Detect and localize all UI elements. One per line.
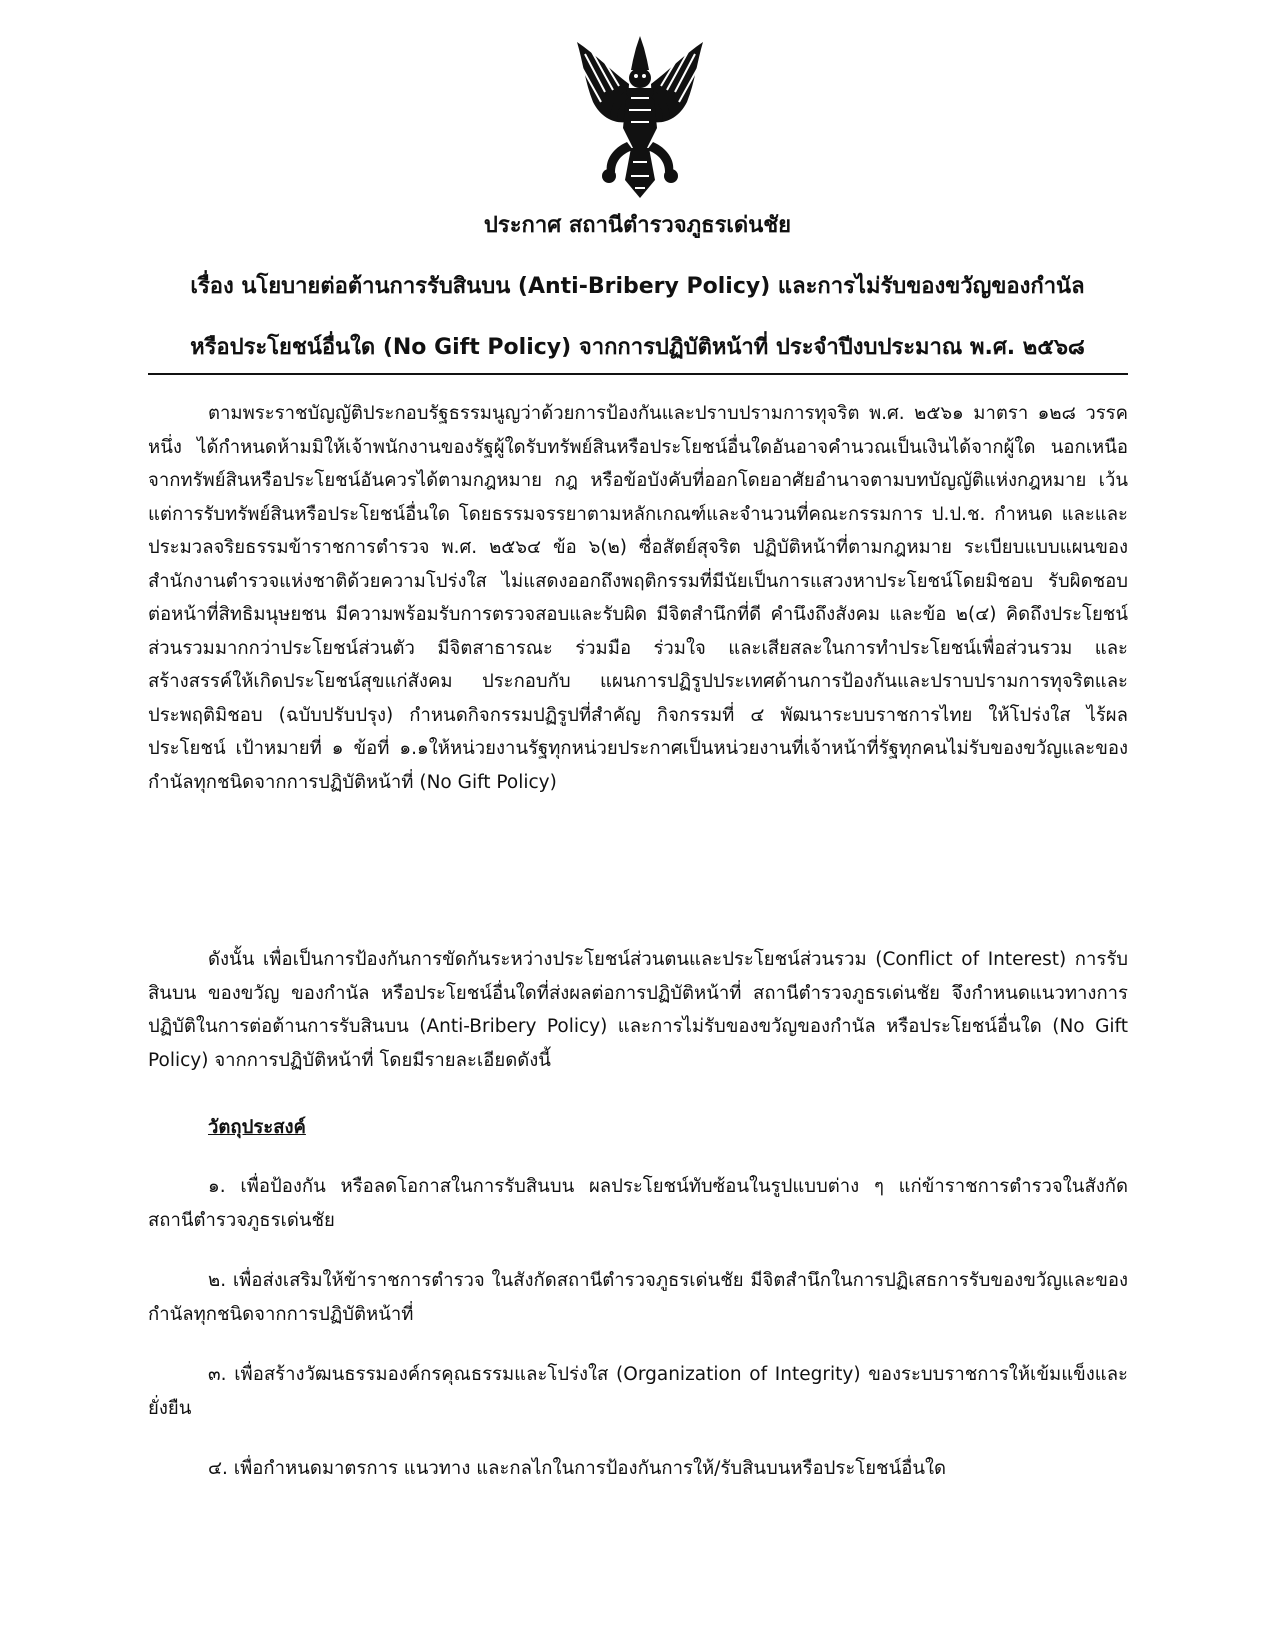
objective-item-3: ๓. เพื่อสร้างวัฒนธรรมองค์กรคุณธรรมและโปร่งใส (Organization of Integrity) ของระบบราชการให้เข้มแข็งและยั่งยืน (148, 1364, 1128, 1419)
subject-line-1: เรื่อง นโยบายต่อต้านการรับสินบน (Anti-Bribery Policy) และการไม่รับของขวัญของกำนัล (190, 274, 1085, 299)
objectives-heading: วัตถุประสงค์ (208, 1117, 306, 1138)
announcement-title: ประกาศ สถานีตำรวจภูธรเด่นชัย (483, 213, 792, 238)
body-paragraph-2: ดังนั้น เพื่อเป็นการป้องกันการขัดกันระหว่างประโยชน์ส่วนตนและประโยชน์ส่วนรวม (Conflict of Interest) การรับสินบน ของขวัญ ของกำนัล หรือประโยชน์อื่นใดที่ส่งผลต่อการปฏิบัติหน้าที่ สถานีตำรวจภูธรเด่นชัย จึงกำหนดแนวทางการปฏิบัติในการต่อต้านการรับสินบน (Anti-Bribery Policy) และการไม่รับของขวัญของกำนัล หรือประโยชน์อื่นใด (No Gift Policy) จากการปฏิบัติหน้าที่ โดยมีรายละเอียดดังนี้ (148, 949, 1128, 1071)
garuda-emblem-icon (565, 32, 715, 202)
objective-item-1: ๑. เพื่อป้องกัน หรือลดโอกาสในการรับสินบน ผลประโยชน์ทับซ้อนในรูปแบบต่าง ๆ แก่ข้าราชการตำรวจในสังกัดสถานีตำรวจภูธรเด่นชัย (148, 1176, 1128, 1231)
body-paragraph-1: ตามพระราชบัญญัติประกอบรัฐธรรมนูญว่าด้วยการป้องกันและปราบปรามการทุจริต พ.ศ. ๒๕๖๑ มาตรา ๑๒๘ วรรคหนึ่ง ได้กำหนดห้ามมิให้เจ้าพนักงานของรัฐผู้ใดรับทรัพย์สินหรือประโยชน์อื่นใดอันอาจคำนวณเป็นเงินได้จากผู้ใด นอกเหนือจากทรัพย์สินหรือประโยชน์อันควรได้ตามกฎหมาย กฎ หรือข้อบังคับที่ออกโดยอาศัยอำนาจตามบทบัญญัติแห่งกฎหมาย เว้นแต่การรับทรัพย์สินหรือประโยชน์อื่นใด โดยธรรมจรรยาตามหลักเกณฑ์และจำนวนที่คณะกรรมการ ป.ป.ช. กำหนด และและประมวลจริยธรรมข้าราชการตำรวจ พ.ศ. ๒๕๖๔ ข้อ ๖(๒) ซื่อสัตย์สุจริต ปฏิบัติหน้าที่ตามกฎหมาย ระเบียบแบบแผนของสำนักงานตำรวจแห่งชาติด้วยความโปร่งใส ไม่แสดงออกถึงพฤติกรรมที่มีนัยเป็นการแสวงหาประโยชน์โดยมิชอบ รับผิดชอบต่อหน้าที่สิทธิมนุษยชน มีความพร้อมรับการตรวจสอบและรับผิด มีจิตสำนึกที่ดี คำนึงถึงสังคม และข้อ ๒(๔) คิดถึงประโยชน์ส่วนรวมมากกว่าประโยชน์ส่วนตัว มีจิตสาธารณะ ร่วมมือ ร่วมใจ และเสียสละในการทำประโยชน์เพื่อส่วนรวม และสร้างสรรค์ให้เกิดประโยชน์สุขแก่สังคม ประกอบกับ แผนการปฏิรูปประเทศด้านการป้องกันและปราบปรามการทุจริตและประพฤติมิชอบ (ฉบับปรับปรุง) กำหนดกิจกรรมปฏิรูปที่สำคัญ กิจกรรมที่ ๔ พัฒนาระบบราชการไทย ให้โปร่งใส ไร้ผลประโยชน์ เป้าหมายที่ ๑ ข้อที่ ๑.๑ให้หน่วยงานรัฐทุกหน่วยประกาศเป็นหน่วยงานที่เจ้าหน้าที่รัฐทุกคนไม่รับของขวัญและของกำนัลทุกชนิดจากการปฏิบัติหน้าที่ (No Gift Policy) (148, 403, 1128, 793)
subject-line-2: หรือประโยชน์อื่นใด (No Gift Policy) จากการปฏิบัติหน้าที่ ประจำปีงบประมาณ พ.ศ. ๒๕๖๘ (190, 335, 1085, 360)
objective-item-4: ๔. เพื่อกำหนดมาตรการ แนวทาง และกลไกในการป้องกันการให้/รับสินบนหรือประโยชน์อื่นใด (208, 1458, 947, 1479)
header-divider (148, 373, 1128, 375)
objective-item-2: ๒. เพื่อส่งเสริมให้ข้าราชการตำรวจ ในสังกัดสถานีตำรวจภูธรเด่นชัย มีจิตสำนึกในการปฏิเสธการรับของขวัญและของกำนัลทุกชนิดจากการปฏิบัติหน้าที่ (148, 1270, 1128, 1325)
